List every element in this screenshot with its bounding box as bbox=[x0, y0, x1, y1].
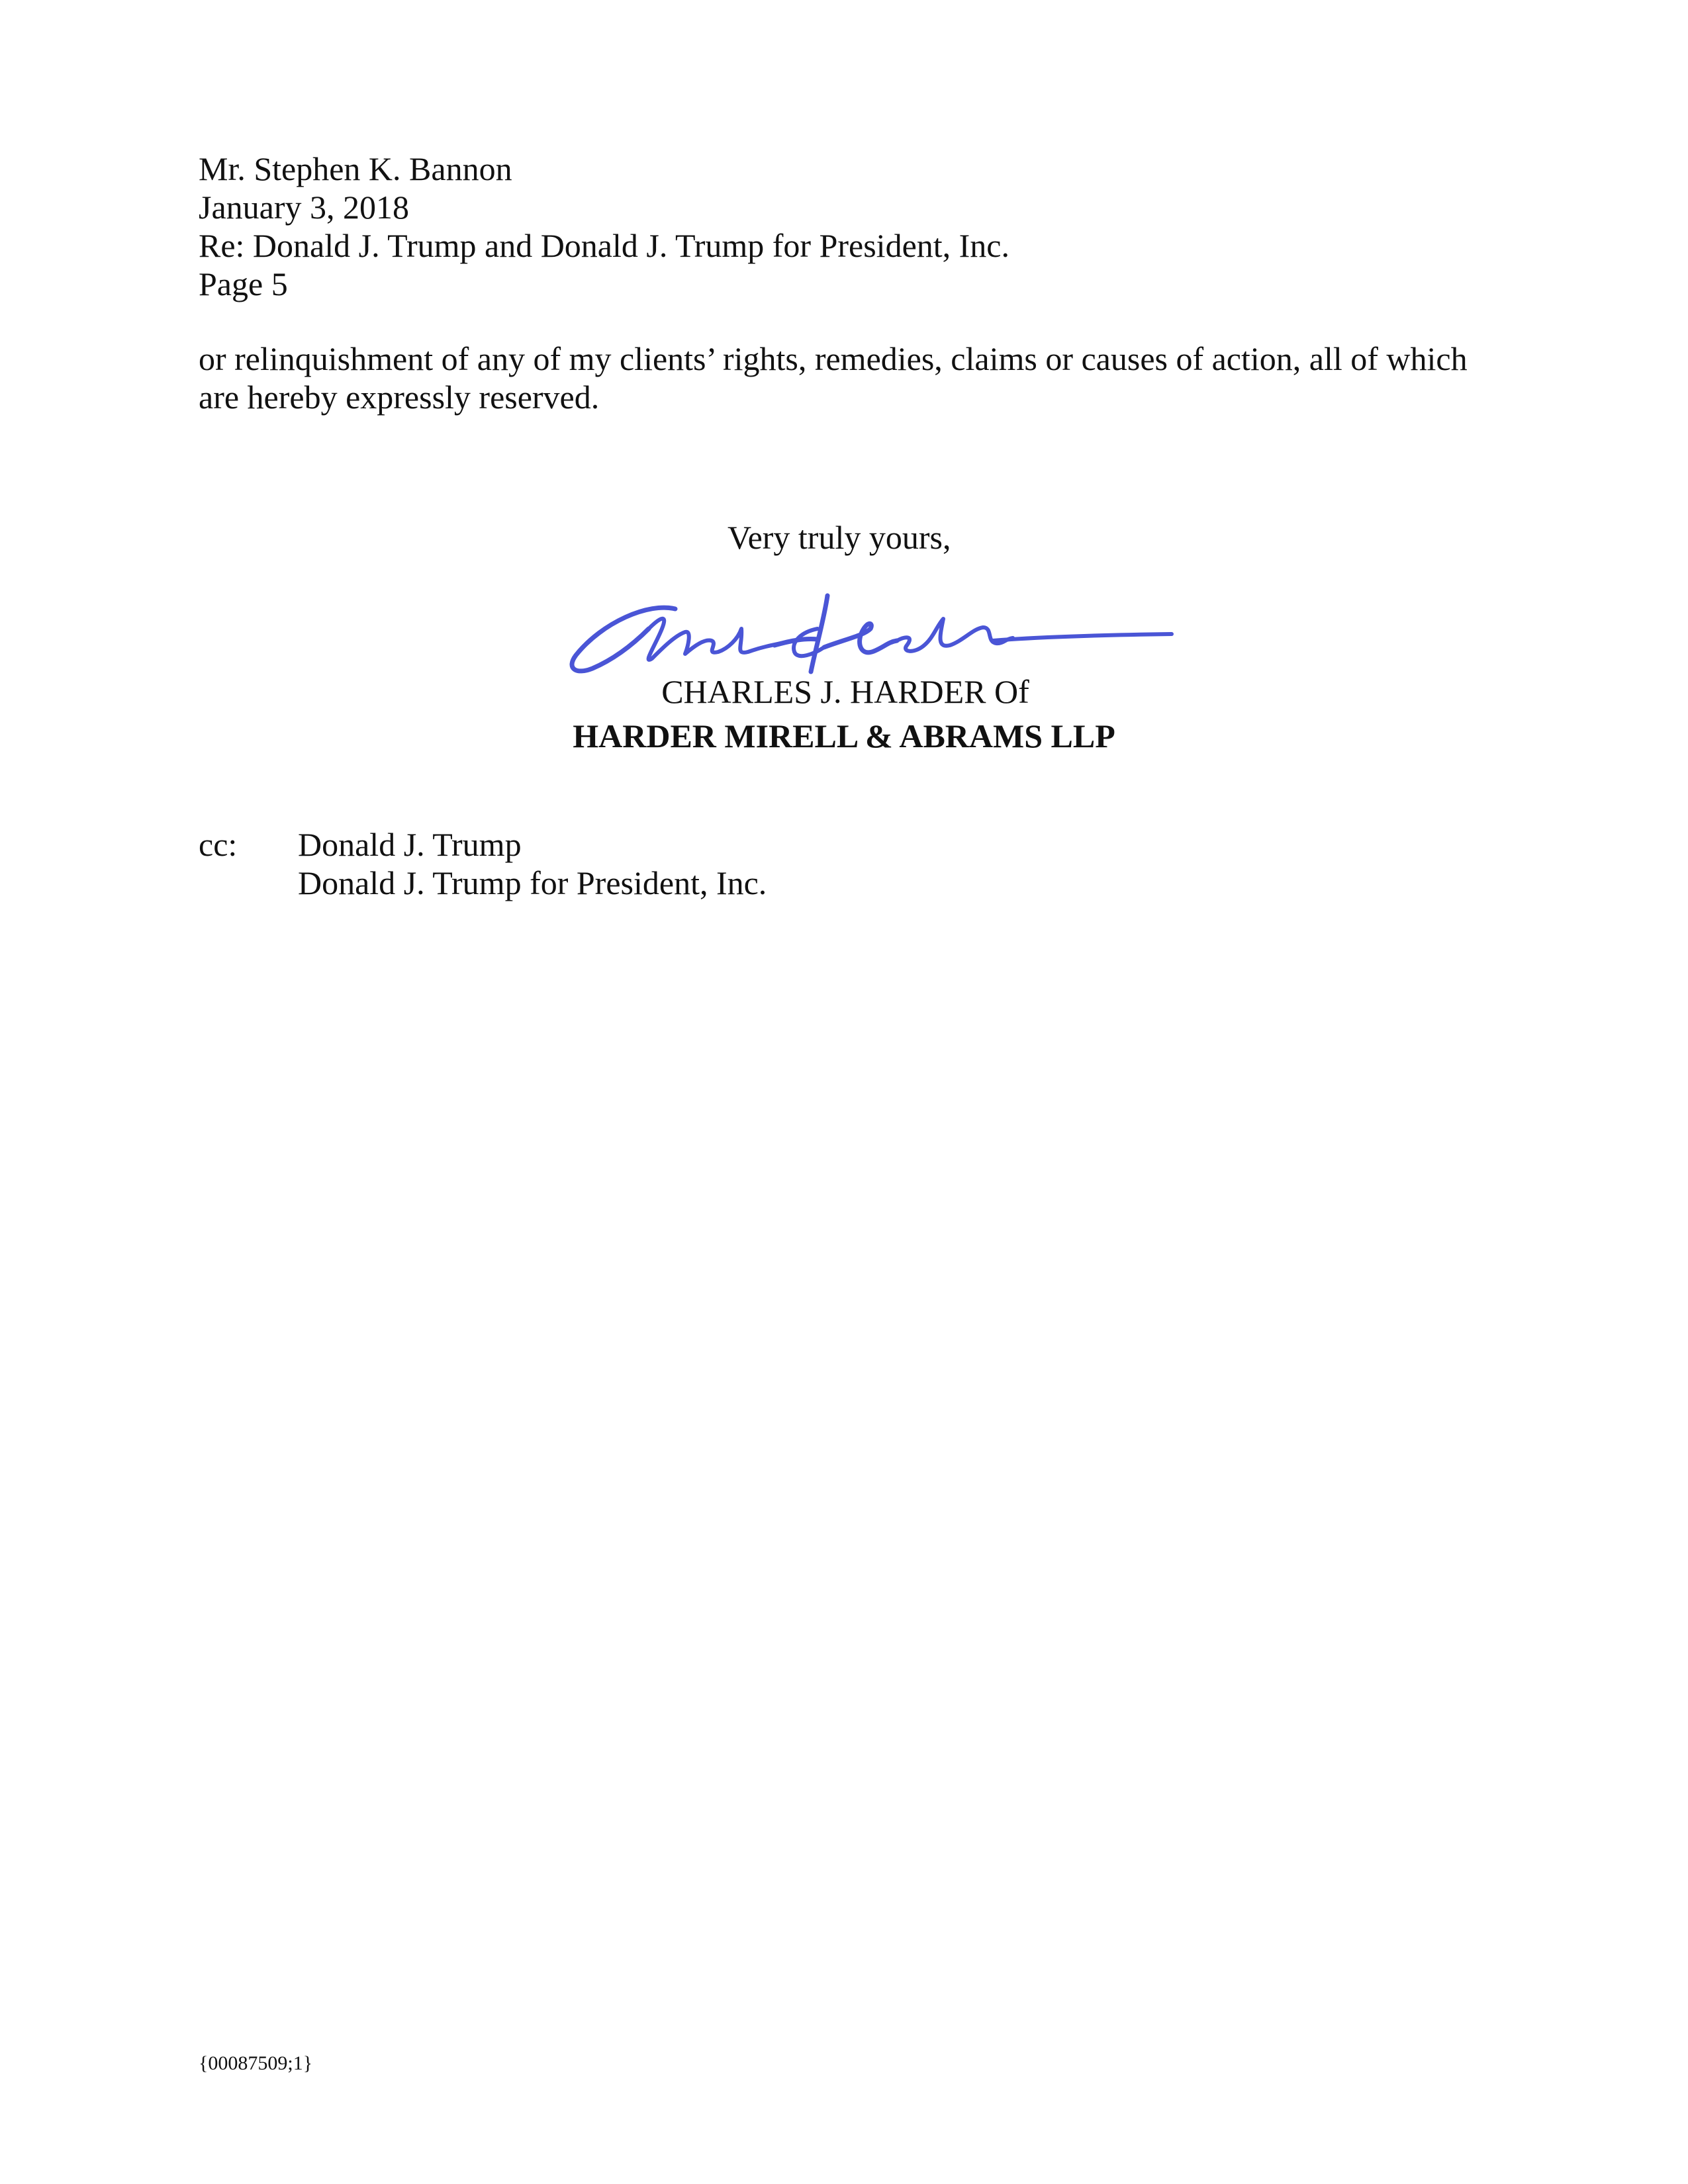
body-line: or relinquishment of any of my clients’ rights, remedies, claims or causes of action, all of which bbox=[199, 340, 1468, 377]
subject-line: Re: Donald J. Trump and Donald J. Trump for President, Inc. bbox=[199, 227, 1009, 264]
signer-name bbox=[0, 672, 1688, 711]
letter-header bbox=[199, 150, 1496, 303]
closing-salutation: Very truly yours, bbox=[727, 519, 951, 556]
cc-recipient: Donald J. Trump for President, Inc. bbox=[298, 864, 767, 901]
cc-recipient-list bbox=[298, 825, 767, 902]
recipient-name: Mr. Stephen K. Bannon bbox=[199, 150, 512, 187]
cc-recipient: Donald J. Trump bbox=[298, 826, 522, 863]
letter-date: January 3, 2018 bbox=[199, 189, 409, 226]
document-id: {00087509;1} bbox=[199, 2052, 313, 2074]
body-line: are hereby expressly reserved. bbox=[199, 379, 600, 416]
cc-label: cc: bbox=[199, 826, 238, 863]
firm-name: HARDER MIRELL & ABRAMS LLP bbox=[573, 717, 1115, 754]
body-paragraph bbox=[199, 340, 1496, 416]
signer-name-text: CHARLES J. HARDER Of bbox=[661, 673, 1029, 710]
page-number: Page 5 bbox=[199, 265, 288, 302]
